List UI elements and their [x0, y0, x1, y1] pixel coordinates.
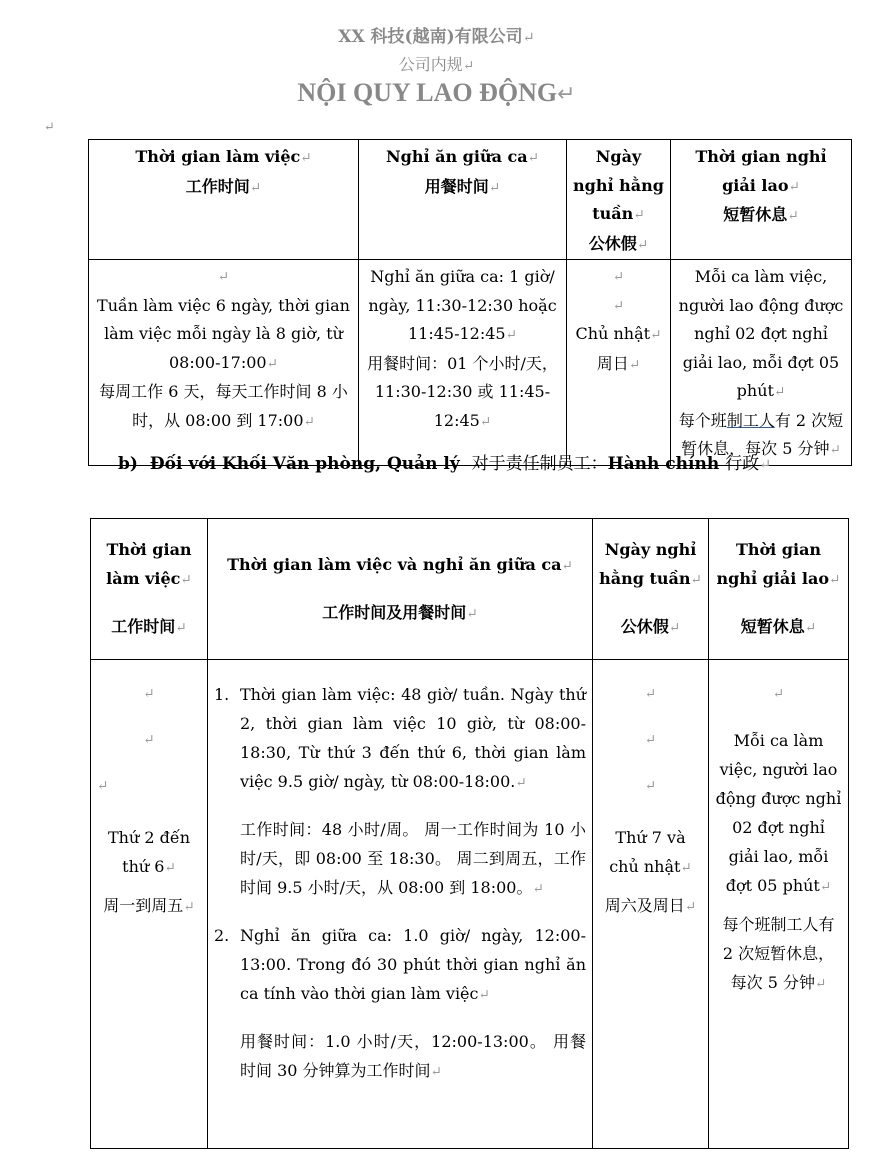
- header-short-break: Thời gian nghỉ giải lao↵ 短暂休息↵: [671, 140, 852, 260]
- list-item: 1. Thời gian làm việc: 48 giờ/ tuần. Ngày thứ 2, thời gian làm việc 10 giờ, từ 08:00-18:30, Từ thứ 3 đến thứ 6, thời gian làm việc 9.5 giờ/ ngày, từ 08:00-18:00.↵ 工作时间：48 小时/周。 周一工作时间为 10 小时/天，即 08:00 至 18:30。 周二到周五，工作时间 9.5 小时/天，从 08:00 到 18:00。↵: [214, 685, 586, 897]
- company-name: XX 科技(越南)有限公司↵: [338, 27, 535, 47]
- section-b-heading: b) Đối với Khối Văn phòng, Quản lý 对于责任制员工：Hành chính 行政↵: [118, 454, 772, 474]
- table-row: [91, 660, 849, 1149]
- cell-short-break: ↵ Mỗi ca làm việc, người lao động được nghỉ 02 đợt nghỉ giải lao, mỗi đợt 05 phút↵ 每个班制工人有 2 次短暂休息，每次 5 分钟↵: [709, 660, 849, 1149]
- cell-weekly-off: ↵ ↵ ↵ Thứ 7 và chủ nhật↵ 周六及周日↵: [593, 660, 709, 1149]
- cell-work-days: ↵ ↵ ↵ Thứ 2 đến thứ 6↵ 周一到周五↵: [91, 660, 208, 1149]
- production-schedule-table: [88, 139, 852, 466]
- office-schedule-table: [90, 518, 849, 1149]
- document-subtitle: 公司内规↵: [398, 55, 475, 74]
- table-header-row: [91, 519, 849, 660]
- spellcheck-underline: 制工人: [726, 410, 775, 430]
- cell-work-and-meal: [208, 660, 593, 1149]
- header-weekly-off: Ngày nghỉ hằng tuần↵ 公休假↵: [567, 140, 671, 260]
- header-work-time: Thời gian làm việc↵ 工作时间↵: [89, 140, 359, 260]
- cell-meal-break: Nghỉ ăn giữa ca: 1 giờ/ ngày, 11:30-12:30 hoặc 11:45-12:45↵ 用餐时间：01 个小时/天，11:30-12:30 或 11:45-12:45↵: [359, 260, 567, 466]
- header-weekly-off: Ngày nghỉ hằng tuần↵ 公休假↵: [593, 519, 709, 660]
- cell-short-break: Mỗi ca làm việc, người lao động được nghỉ 02 đợt nghỉ giải lao, mỗi đợt 05 phút↵ 每个班制工人有 2 次短暂休息，每次 5 分钟↵: [671, 260, 852, 466]
- header-work-time: Thời gian làm việc↵ 工作时间↵: [91, 519, 208, 660]
- header-short-break: Thời gian nghỉ giải lao↵ 短暂休息↵: [709, 519, 849, 660]
- header-work-and-meal: Thời gian làm việc và nghỉ ăn giữa ca↵ 工作时间及用餐时间↵: [208, 519, 593, 660]
- table-row: [89, 260, 852, 466]
- cell-work-time: ↵ Tuần làm việc 6 ngày, thời gian làm việc mỗi ngày là 8 giờ, từ 08:00-17:00↵ 每周工作 6 天，每天工作时间 8 小时，从 08:00 到 17:00↵: [89, 260, 359, 466]
- table-header-row: [89, 140, 852, 260]
- list-item: 2. Nghỉ ăn giữa ca: 1.0 giờ/ ngày, 12:00-13:00. Trong đó 30 phút thời gian nghỉ ăn ca tính vào thời gian làm việc↵ 用餐时间：1.0 小时/天，12:00-13:00。 用餐时间 30 分钟算为工作时间↵: [214, 926, 586, 1080]
- cell-weekly-off: ↵ ↵ Chủ nhật↵ 周日↵: [567, 260, 671, 466]
- header-meal-break: Nghỉ ăn giữa ca↵ 用餐时间↵: [359, 140, 567, 260]
- paragraph-mark: ↵: [44, 120, 55, 135]
- document-title: NỘI QUY LAO ĐỘNG↵: [297, 78, 576, 107]
